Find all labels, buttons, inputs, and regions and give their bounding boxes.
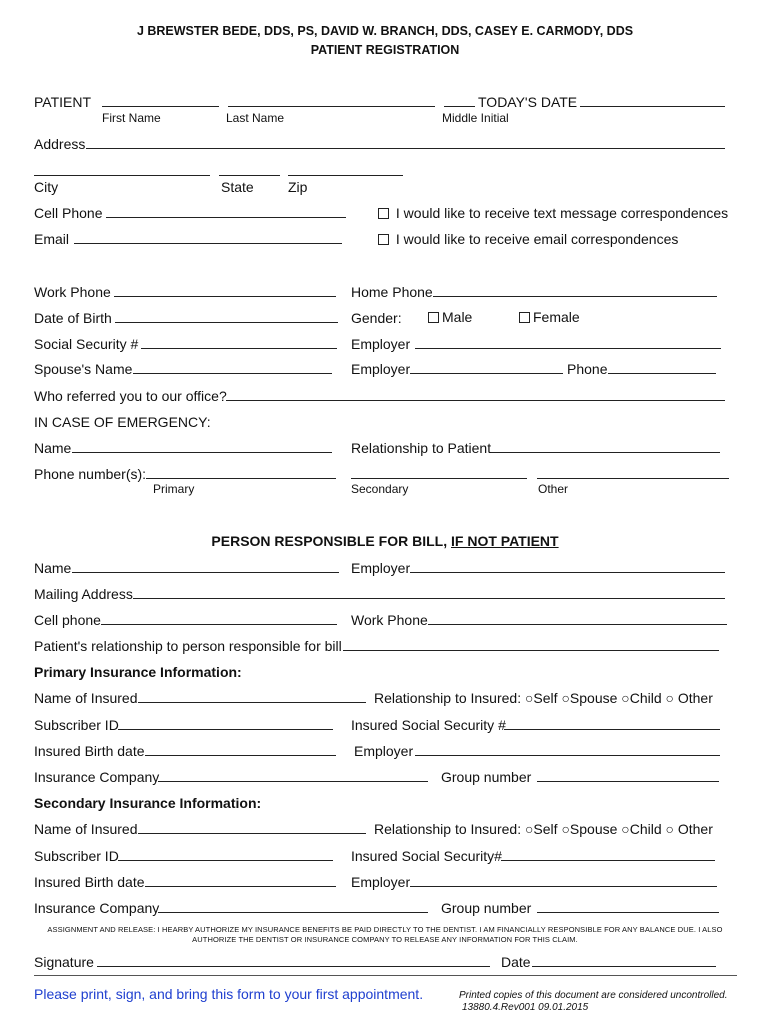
footer-divider <box>34 975 737 976</box>
text-opt-label: I would like to receive text message correspondences <box>395 205 729 221</box>
emergency-primary-phone-field[interactable] <box>146 478 336 479</box>
state-field[interactable] <box>219 175 280 176</box>
bring-form-reminder: Please print, sign, and bring this form to your first appointment. <box>34 986 424 1002</box>
responsible-cell-field[interactable] <box>101 624 337 625</box>
emergency-heading: IN CASE OF EMERGENCY: <box>34 414 211 430</box>
secondary-birth-date-field[interactable] <box>145 886 336 887</box>
dob-field[interactable] <box>115 322 338 323</box>
primary-group-field[interactable] <box>537 781 719 782</box>
patient-label: PATIENT <box>34 94 92 110</box>
secondary-employer-field[interactable] <box>410 886 717 887</box>
address-label: Address <box>34 136 86 152</box>
gender-male-option[interactable] <box>428 309 472 325</box>
female-label: Female <box>533 309 580 325</box>
primary-birth-date-field[interactable] <box>145 755 336 756</box>
primary-insured-ssn-label: Insured Social Security # <box>351 717 506 733</box>
male-label: Male <box>442 309 473 325</box>
responsible-employer-label: Employer <box>351 560 411 576</box>
cell-phone-field[interactable] <box>106 217 346 218</box>
first-name-field[interactable] <box>102 106 219 107</box>
email-opt-label: I would like to receive email correspondences <box>395 231 679 247</box>
form-title: PATIENT REGISTRATION <box>310 43 460 57</box>
secondary-subscriber-field[interactable] <box>118 860 333 861</box>
todays-date-label: TODAY'S DATE <box>478 94 578 110</box>
home-phone-label: Home Phone <box>351 284 433 300</box>
assignment-release-line-2: AUTHORIZE THE DENTIST OR INSURANCE COMPANY TO RELEASE ANY INFORMATION FOR THIS CLAIM. <box>192 935 578 944</box>
gender-label: Gender: <box>351 310 402 326</box>
email-label: Email <box>34 231 70 247</box>
first-name-caption: First Name <box>102 111 161 125</box>
primary-insured-name-field[interactable] <box>138 702 366 703</box>
checkbox-icon[interactable] <box>519 312 530 323</box>
responsible-work-phone-label: Work Phone <box>351 612 428 628</box>
emergency-name-label: Name <box>34 440 72 456</box>
checkbox-icon[interactable] <box>378 234 389 245</box>
home-phone-field[interactable] <box>433 296 717 297</box>
secondary-insured-ssn-label: Insured Social Security# <box>351 848 502 864</box>
responsible-relationship-label: Patient's relationship to person responsible for bill <box>34 638 342 654</box>
primary-group-label: Group number <box>441 769 532 785</box>
responsible-cell-label: Cell phone <box>34 612 101 628</box>
ssn-label: Social Security # <box>34 336 139 352</box>
responsible-heading-emphasis: IF NOT PATIENT <box>451 533 559 549</box>
primary-employer-label: Employer <box>354 743 414 759</box>
emergency-relationship-field[interactable] <box>491 452 720 453</box>
secondary-insured-ssn-field[interactable] <box>501 860 715 861</box>
document-revision: 13880.4.Rev001 09.01.2015 <box>462 1002 589 1013</box>
spouse-phone-field[interactable] <box>608 373 716 374</box>
middle-initial-caption: Middle Initial <box>442 111 509 125</box>
secondary-insured-name-label: Name of Insured <box>34 821 138 837</box>
primary-company-label: Insurance Company <box>34 769 160 785</box>
work-phone-field[interactable] <box>114 296 336 297</box>
secondary-insurance-heading: Secondary Insurance Information: <box>34 795 262 811</box>
responsible-employer-field[interactable] <box>410 572 725 573</box>
primary-subscriber-field[interactable] <box>118 729 333 730</box>
primary-insured-ssn-field[interactable] <box>504 729 720 730</box>
assignment-release-line-1: ASSIGNMENT AND RELEASE: I HEARBY AUTHORIZE MY INSURANCE BENEFITS BE PAID DIRECTLY TO THE DENTIST. I AM FINANCIALLY RESPONSIBLE FOR ANY BALANCE DUE. I ALSO <box>47 925 723 934</box>
spouse-employer-field[interactable] <box>410 373 563 374</box>
mailing-address-field[interactable] <box>133 598 725 599</box>
last-name-caption: Last Name <box>226 111 285 125</box>
secondary-caption: Secondary <box>351 482 409 496</box>
emergency-name-field[interactable] <box>72 452 332 453</box>
employer-label: Employer <box>351 336 411 352</box>
date-field[interactable] <box>532 966 716 967</box>
responsible-work-phone-field[interactable] <box>428 624 727 625</box>
gender-female-option[interactable] <box>519 309 580 325</box>
work-phone-label: Work Phone <box>34 284 111 300</box>
emergency-other-phone-field[interactable] <box>537 478 729 479</box>
city-caption: City <box>34 179 59 195</box>
responsible-relationship-field[interactable] <box>343 650 719 651</box>
employer-field[interactable] <box>415 348 721 349</box>
secondary-company-field[interactable] <box>158 912 428 913</box>
secondary-insured-name-field[interactable] <box>138 833 366 834</box>
practice-name: J BREWSTER BEDE, DDS, PS, DAVID W. BRANCH, DDS, CASEY E. CARMODY, DDS <box>136 24 634 38</box>
signature-field[interactable] <box>97 966 490 967</box>
secondary-group-field[interactable] <box>537 912 719 913</box>
todays-date-field[interactable] <box>580 106 725 107</box>
secondary-birth-date-label: Insured Birth date <box>34 874 145 890</box>
primary-relationship-options[interactable]: Relationship to Insured: ○Self ○Spouse ○Child ○ Other <box>374 690 713 706</box>
other-caption: Other <box>538 482 569 496</box>
emergency-relationship-label: Relationship to Patient <box>351 440 492 456</box>
last-name-field[interactable] <box>228 106 435 107</box>
primary-caption: Primary <box>153 482 195 496</box>
checkbox-icon[interactable] <box>428 312 439 323</box>
mailing-address-label: Mailing Address <box>34 586 133 602</box>
secondary-group-label: Group number <box>441 900 532 916</box>
responsible-name-field[interactable] <box>72 572 339 573</box>
middle-initial-field[interactable] <box>444 106 475 107</box>
referred-label: Who referred you to our office? <box>34 388 227 404</box>
uncontrolled-notice: Printed copies of this document are considered uncontrolled. <box>459 990 728 1001</box>
secondary-subscriber-label: Subscriber ID <box>34 848 119 864</box>
spouse-employer-label: Employer <box>351 361 411 377</box>
secondary-company-label: Insurance Company <box>34 900 160 916</box>
responsible-heading-text: PERSON RESPONSIBLE FOR BILL, <box>211 533 448 549</box>
primary-insured-name-label: Name of Insured <box>34 690 138 706</box>
spouse-phone-label: Phone <box>567 361 608 377</box>
date-label: Date <box>501 954 531 970</box>
primary-birth-date-label: Insured Birth date <box>34 743 145 759</box>
address-field[interactable] <box>86 148 725 149</box>
checkbox-icon[interactable] <box>378 208 389 219</box>
state-caption: State <box>221 179 254 195</box>
primary-employer-field[interactable] <box>415 755 720 756</box>
primary-subscriber-label: Subscriber ID <box>34 717 119 733</box>
emergency-phones-label: Phone number(s): <box>34 466 147 482</box>
responsible-heading <box>0 533 770 549</box>
zip-field[interactable] <box>288 175 403 176</box>
email-field[interactable] <box>74 243 342 244</box>
responsible-name-label: Name <box>34 560 72 576</box>
ssn-field[interactable] <box>141 348 337 349</box>
city-field[interactable] <box>34 175 210 176</box>
emergency-secondary-phone-field[interactable] <box>351 478 527 479</box>
dob-label: Date of Birth <box>34 310 112 326</box>
secondary-relationship-options[interactable]: Relationship to Insured: ○Self ○Spouse ○Child ○ Other <box>374 821 713 837</box>
spouse-name-label: Spouse's Name <box>34 361 133 377</box>
primary-company-field[interactable] <box>158 781 428 782</box>
spouse-name-field[interactable] <box>133 373 332 374</box>
cell-phone-label: Cell Phone <box>34 205 103 221</box>
text-opt-in[interactable] <box>378 205 728 221</box>
email-opt-in[interactable] <box>378 231 678 247</box>
signature-label: Signature <box>34 954 94 970</box>
primary-insurance-heading: Primary Insurance Information: <box>34 664 242 680</box>
zip-caption: Zip <box>288 179 308 195</box>
referred-field[interactable] <box>226 400 725 401</box>
secondary-employer-label: Employer <box>351 874 411 890</box>
